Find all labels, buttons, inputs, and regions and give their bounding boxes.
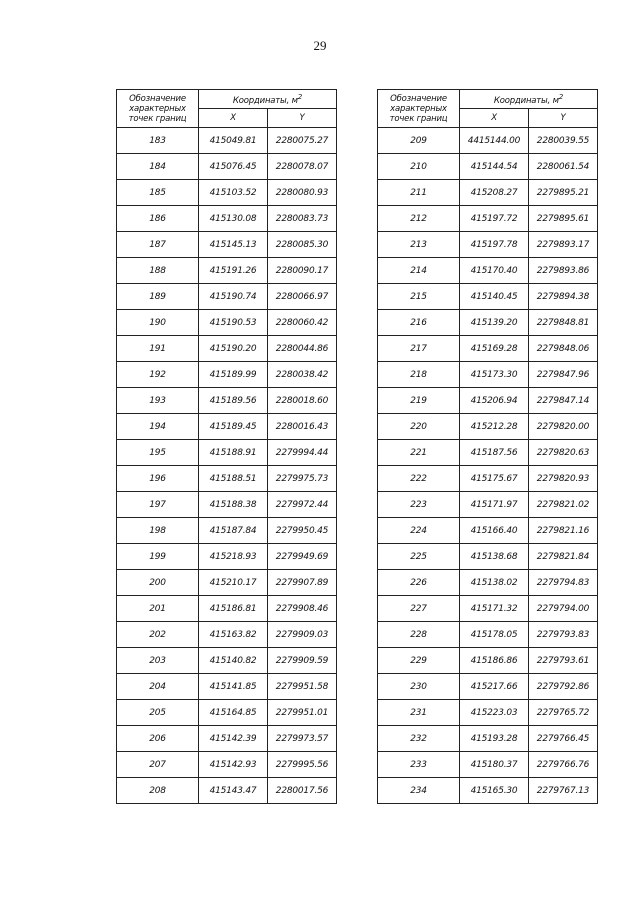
- x-coordinate-cell: 415206.94: [460, 388, 529, 414]
- y-header: Y: [529, 109, 598, 128]
- table-row: [378, 310, 598, 336]
- point-id-cell: 192: [117, 362, 199, 388]
- point-id-cell: 196: [117, 466, 199, 492]
- point-id-cell: 230: [378, 674, 460, 700]
- x-coordinate-cell: 415145.13: [199, 232, 268, 258]
- table-row: [117, 726, 337, 752]
- x-coordinate-cell: 415212.28: [460, 414, 529, 440]
- y-coordinate-cell: 2279847.96: [529, 362, 598, 388]
- point-id-cell: 225: [378, 544, 460, 570]
- point-id-cell: 187: [117, 232, 199, 258]
- x-coordinate-cell: 415180.37: [460, 752, 529, 778]
- x-coordinate-cell: 415103.52: [199, 180, 268, 206]
- point-id-cell: 210: [378, 154, 460, 180]
- y-coordinate-cell: 2279766.45: [529, 726, 598, 752]
- y-coordinate-cell: 2280078.07: [268, 154, 337, 180]
- x-coordinate-cell: 415189.56: [199, 388, 268, 414]
- table-row: [378, 206, 598, 232]
- y-coordinate-cell: 2279794.00: [529, 596, 598, 622]
- x-coordinate-cell: 415210.17: [199, 570, 268, 596]
- table-row: [378, 648, 598, 674]
- table-row: [378, 258, 598, 284]
- point-id-cell: 233: [378, 752, 460, 778]
- point-id-cell: 216: [378, 310, 460, 336]
- y-coordinate-cell: 2279909.59: [268, 648, 337, 674]
- y-coordinate-cell: 2279951.01: [268, 700, 337, 726]
- point-id-cell: 207: [117, 752, 199, 778]
- point-id-cell: 213: [378, 232, 460, 258]
- table-row: [117, 596, 337, 622]
- table-row: [117, 310, 337, 336]
- table-row: [378, 570, 598, 596]
- point-id-cell: 197: [117, 492, 199, 518]
- point-id-cell: 209: [378, 128, 460, 154]
- x-coordinate-cell: 4415144.00: [460, 128, 529, 154]
- y-coordinate-cell: 2279909.03: [268, 622, 337, 648]
- x-coordinate-cell: 415187.56: [460, 440, 529, 466]
- table-row: [378, 180, 598, 206]
- table-row: [378, 154, 598, 180]
- y-coordinate-cell: 2279767.13: [529, 778, 598, 804]
- x-coordinate-cell: 415169.28: [460, 336, 529, 362]
- table-row: [378, 518, 598, 544]
- table-row: [378, 388, 598, 414]
- point-id-cell: 220: [378, 414, 460, 440]
- table-row: [117, 518, 337, 544]
- point-id-cell: 204: [117, 674, 199, 700]
- y-coordinate-cell: 2279847.14: [529, 388, 598, 414]
- y-coordinate-cell: 2280038.42: [268, 362, 337, 388]
- table-row: [117, 544, 337, 570]
- table-row: [117, 284, 337, 310]
- y-coordinate-cell: 2279994.44: [268, 440, 337, 466]
- table-row: [378, 440, 598, 466]
- table-row: [117, 180, 337, 206]
- x-coordinate-cell: 415076.45: [199, 154, 268, 180]
- point-id-cell: 217: [378, 336, 460, 362]
- point-id-cell: 228: [378, 622, 460, 648]
- x-coordinate-cell: 415193.28: [460, 726, 529, 752]
- table-row: [117, 336, 337, 362]
- table-row: [117, 570, 337, 596]
- x-coordinate-cell: 415049.81: [199, 128, 268, 154]
- y-coordinate-cell: 2280060.42: [268, 310, 337, 336]
- table-row: [378, 414, 598, 440]
- point-id-cell: 203: [117, 648, 199, 674]
- x-coordinate-cell: 415171.32: [460, 596, 529, 622]
- x-coordinate-cell: 415223.03: [460, 700, 529, 726]
- point-id-cell: 190: [117, 310, 199, 336]
- table-row: [117, 128, 337, 154]
- y-coordinate-cell: 2280017.56: [268, 778, 337, 804]
- coordinates-table-right: [377, 89, 598, 804]
- point-id-cell: 185: [117, 180, 199, 206]
- point-id-cell: 199: [117, 544, 199, 570]
- table-row: [117, 466, 337, 492]
- y-coordinate-cell: 2280066.97: [268, 284, 337, 310]
- y-coordinate-cell: 2279820.63: [529, 440, 598, 466]
- table-row: [378, 362, 598, 388]
- table-row: [117, 752, 337, 778]
- y-coordinate-cell: 2279975.73: [268, 466, 337, 492]
- x-coordinate-cell: 415142.93: [199, 752, 268, 778]
- x-coordinate-cell: 415208.27: [460, 180, 529, 206]
- x-coordinate-cell: 415140.82: [199, 648, 268, 674]
- table-row: [117, 154, 337, 180]
- table-row: [378, 336, 598, 362]
- y-coordinate-cell: 2279949.69: [268, 544, 337, 570]
- y-coordinate-cell: 2280016.43: [268, 414, 337, 440]
- point-id-cell: 212: [378, 206, 460, 232]
- y-coordinate-cell: 2280018.60: [268, 388, 337, 414]
- x-coordinate-cell: 415130.08: [199, 206, 268, 232]
- y-coordinate-cell: 2279895.61: [529, 206, 598, 232]
- point-id-cell: 186: [117, 206, 199, 232]
- point-id-cell: 224: [378, 518, 460, 544]
- y-coordinate-cell: 2279794.83: [529, 570, 598, 596]
- point-id-cell: 191: [117, 336, 199, 362]
- x-coordinate-cell: 415142.39: [199, 726, 268, 752]
- y-coordinate-cell: 2279950.45: [268, 518, 337, 544]
- y-coordinate-cell: 2279907.89: [268, 570, 337, 596]
- x-coordinate-cell: 415189.45: [199, 414, 268, 440]
- x-coordinate-cell: 415188.51: [199, 466, 268, 492]
- table-row: [117, 778, 337, 804]
- x-coordinate-cell: 415143.47: [199, 778, 268, 804]
- x-coordinate-cell: 415165.30: [460, 778, 529, 804]
- x-coordinate-cell: 415189.99: [199, 362, 268, 388]
- point-id-cell: 208: [117, 778, 199, 804]
- table-row: [378, 726, 598, 752]
- table-row: [378, 752, 598, 778]
- y-header: Y: [268, 109, 337, 128]
- table-row: [117, 622, 337, 648]
- point-id-cell: 218: [378, 362, 460, 388]
- table-row: [378, 284, 598, 310]
- y-coordinate-cell: 2279820.00: [529, 414, 598, 440]
- point-id-cell: 226: [378, 570, 460, 596]
- point-label-header: Обозначение характерных точек границ: [117, 90, 199, 128]
- point-id-cell: 223: [378, 492, 460, 518]
- x-coordinate-cell: 415218.93: [199, 544, 268, 570]
- y-coordinate-cell: 2279765.72: [529, 700, 598, 726]
- coords-unit-sup: 2: [558, 92, 564, 102]
- point-id-cell: 229: [378, 648, 460, 674]
- x-coordinate-cell: 415138.68: [460, 544, 529, 570]
- coords-header-text: Координаты, м: [493, 95, 559, 106]
- point-id-cell: 200: [117, 570, 199, 596]
- x-header: X: [199, 109, 268, 128]
- x-coordinate-cell: 415141.85: [199, 674, 268, 700]
- x-coordinate-cell: 415173.30: [460, 362, 529, 388]
- point-id-cell: 195: [117, 440, 199, 466]
- y-coordinate-cell: 2279793.83: [529, 622, 598, 648]
- x-coordinate-cell: 415191.26: [199, 258, 268, 284]
- y-coordinate-cell: 2279908.46: [268, 596, 337, 622]
- y-coordinate-cell: 2279893.17: [529, 232, 598, 258]
- table-row: [117, 414, 337, 440]
- point-id-cell: 219: [378, 388, 460, 414]
- x-coordinate-cell: 415197.72: [460, 206, 529, 232]
- y-coordinate-cell: 2280075.27: [268, 128, 337, 154]
- point-id-cell: 184: [117, 154, 199, 180]
- point-id-cell: 221: [378, 440, 460, 466]
- x-coordinate-cell: 415164.85: [199, 700, 268, 726]
- y-coordinate-cell: 2279895.21: [529, 180, 598, 206]
- point-id-cell: 198: [117, 518, 199, 544]
- table-row: [117, 206, 337, 232]
- y-coordinate-cell: 2279793.61: [529, 648, 598, 674]
- point-id-cell: 194: [117, 414, 199, 440]
- table-row: [117, 258, 337, 284]
- x-coordinate-cell: 415188.38: [199, 492, 268, 518]
- table-row: [378, 778, 598, 804]
- x-coordinate-cell: 415190.74: [199, 284, 268, 310]
- coords-header-text: Координаты, м: [232, 95, 298, 106]
- y-coordinate-cell: 2279820.93: [529, 466, 598, 492]
- y-coordinate-cell: 2280090.17: [268, 258, 337, 284]
- x-coordinate-cell: 415166.40: [460, 518, 529, 544]
- x-coordinate-cell: 415187.84: [199, 518, 268, 544]
- point-id-cell: 231: [378, 700, 460, 726]
- y-coordinate-cell: 2279792.86: [529, 674, 598, 700]
- x-coordinate-cell: 415163.82: [199, 622, 268, 648]
- x-coordinate-cell: 415190.20: [199, 336, 268, 362]
- y-coordinate-cell: 2280044.86: [268, 336, 337, 362]
- point-id-cell: 189: [117, 284, 199, 310]
- page-number: 29: [313, 38, 327, 53]
- table-row: [117, 362, 337, 388]
- point-id-cell: 188: [117, 258, 199, 284]
- table-row: [117, 388, 337, 414]
- x-coordinate-cell: 415197.78: [460, 232, 529, 258]
- point-id-cell: 222: [378, 466, 460, 492]
- table-row: [117, 492, 337, 518]
- x-coordinate-cell: 415190.53: [199, 310, 268, 336]
- table-row: [378, 674, 598, 700]
- table-row: [378, 128, 598, 154]
- table-row: [378, 700, 598, 726]
- coords-unit-sup: 2: [297, 92, 303, 102]
- table-row: [117, 440, 337, 466]
- y-coordinate-cell: 2280080.93: [268, 180, 337, 206]
- point-id-cell: 232: [378, 726, 460, 752]
- x-coordinate-cell: 415186.86: [460, 648, 529, 674]
- x-coordinate-cell: 415144.54: [460, 154, 529, 180]
- table-row: [117, 648, 337, 674]
- point-id-cell: 193: [117, 388, 199, 414]
- point-id-cell: 211: [378, 180, 460, 206]
- table-row: [378, 622, 598, 648]
- point-id-cell: 202: [117, 622, 199, 648]
- table-row: [117, 700, 337, 726]
- x-header: X: [460, 109, 529, 128]
- point-id-cell: 201: [117, 596, 199, 622]
- point-id-cell: 183: [117, 128, 199, 154]
- point-id-cell: 215: [378, 284, 460, 310]
- y-coordinate-cell: 2279995.56: [268, 752, 337, 778]
- point-id-cell: 205: [117, 700, 199, 726]
- point-id-cell: 234: [378, 778, 460, 804]
- point-id-cell: 206: [117, 726, 199, 752]
- point-label-header: Обозначение характерных точек границ: [378, 90, 460, 128]
- table-row: [378, 466, 598, 492]
- y-coordinate-cell: 2280085.30: [268, 232, 337, 258]
- y-coordinate-cell: 2279848.06: [529, 336, 598, 362]
- x-coordinate-cell: 415175.67: [460, 466, 529, 492]
- x-coordinate-cell: 415188.91: [199, 440, 268, 466]
- table-row: [378, 232, 598, 258]
- y-coordinate-cell: 2279951.58: [268, 674, 337, 700]
- table-row: [378, 492, 598, 518]
- coords-header: [460, 90, 598, 109]
- y-coordinate-cell: 2280083.73: [268, 206, 337, 232]
- x-coordinate-cell: 415217.66: [460, 674, 529, 700]
- x-coordinate-cell: 415170.40: [460, 258, 529, 284]
- y-coordinate-cell: 2279973.57: [268, 726, 337, 752]
- coords-header: [199, 90, 337, 109]
- y-coordinate-cell: 2279821.16: [529, 518, 598, 544]
- x-coordinate-cell: 415138.02: [460, 570, 529, 596]
- x-coordinate-cell: 415178.05: [460, 622, 529, 648]
- point-id-cell: 227: [378, 596, 460, 622]
- y-coordinate-cell: 2280061.54: [529, 154, 598, 180]
- point-id-cell: 214: [378, 258, 460, 284]
- y-coordinate-cell: 2279766.76: [529, 752, 598, 778]
- table-row: [378, 544, 598, 570]
- x-coordinate-cell: 415186.81: [199, 596, 268, 622]
- y-coordinate-cell: 2279821.84: [529, 544, 598, 570]
- x-coordinate-cell: 415140.45: [460, 284, 529, 310]
- y-coordinate-cell: 2279972.44: [268, 492, 337, 518]
- x-coordinate-cell: 415139.20: [460, 310, 529, 336]
- x-coordinate-cell: 415171.97: [460, 492, 529, 518]
- table-row: [117, 232, 337, 258]
- table-row: [117, 674, 337, 700]
- coordinates-table-left: [116, 89, 337, 804]
- table-row: [378, 596, 598, 622]
- y-coordinate-cell: 2280039.55: [529, 128, 598, 154]
- y-coordinate-cell: 2279894.38: [529, 284, 598, 310]
- y-coordinate-cell: 2279848.81: [529, 310, 598, 336]
- y-coordinate-cell: 2279893.86: [529, 258, 598, 284]
- y-coordinate-cell: 2279821.02: [529, 492, 598, 518]
